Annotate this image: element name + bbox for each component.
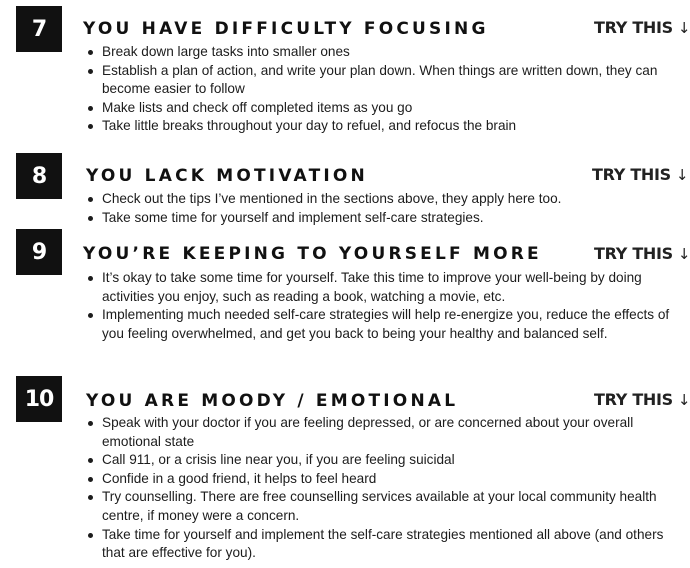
arrow-down-icon: ↓ (677, 19, 690, 37)
list-item: Implementing much needed self-care strategies will help re-energize you, reduce the effects of you feeling overwhelmed, and get you back to being your healthy and balanced self. (86, 306, 682, 343)
list-item: Make lists and check off completed items as you go (86, 99, 682, 118)
arrow-down-icon: ↓ (677, 245, 690, 263)
try-this-label (594, 18, 690, 37)
list-item: Take some time for yourself and implement self-care strategies. (86, 209, 682, 228)
section-title: YOU HAVE DIFFICULTY FOCUSING (83, 19, 489, 39)
section-title: YOU LACK MOTIVATION (86, 166, 368, 186)
list-item: Take time for yourself and implement the self-care strategies mentioned all above (and others that are effective for you). (86, 526, 682, 563)
section-number-badge: 8 (16, 153, 62, 199)
list-item: Try counselling. There are free counselling services available at your local community health centre, if money were a concern. (86, 488, 682, 525)
try-this-text: TRY THIS (594, 18, 673, 37)
section-title: YOU’RE KEEPING TO YOURSELF MORE (83, 244, 542, 264)
list-item: Check out the tips I’ve mentioned in the sections above, they apply here too. (86, 190, 682, 209)
tips-list (86, 43, 682, 136)
tips-list (86, 414, 682, 563)
list-item: Speak with your doctor if you are feeling depressed, or are concerned about your overall emotional state (86, 414, 682, 451)
tips-list (86, 190, 682, 227)
try-this-label (594, 390, 690, 409)
list-item: It’s okay to take some time for yourself. Take this time to improve your well-being by doing activities you enjoy, such as reading a book, watching a movie, etc. (86, 269, 682, 306)
try-this-text: TRY THIS (594, 390, 673, 409)
arrow-down-icon: ↓ (677, 391, 690, 409)
try-this-text: TRY THIS (592, 165, 671, 184)
tips-list (86, 269, 682, 343)
try-this-label (592, 165, 688, 184)
list-item: Call 911, or a crisis line near you, if you are feeling suicidal (86, 451, 682, 470)
try-this-text: TRY THIS (594, 244, 673, 263)
list-item: Confide in a good friend, it helps to feel heard (86, 470, 682, 489)
section-number-badge: 10 (16, 376, 62, 422)
arrow-down-icon: ↓ (675, 166, 689, 184)
list-item: Break down large tasks into smaller ones (86, 43, 682, 62)
section-number-badge: 9 (16, 229, 62, 275)
section-number-badge: 7 (16, 6, 62, 52)
section-title: YOU ARE MOODY / EMOTIONAL (86, 391, 459, 411)
list-item: Establish a plan of action, and write your plan down. When things are written down, they can become easier to follow (86, 62, 682, 99)
list-item: Take little breaks throughout your day to refuel, and refocus the brain (86, 117, 682, 136)
try-this-label (594, 244, 690, 263)
